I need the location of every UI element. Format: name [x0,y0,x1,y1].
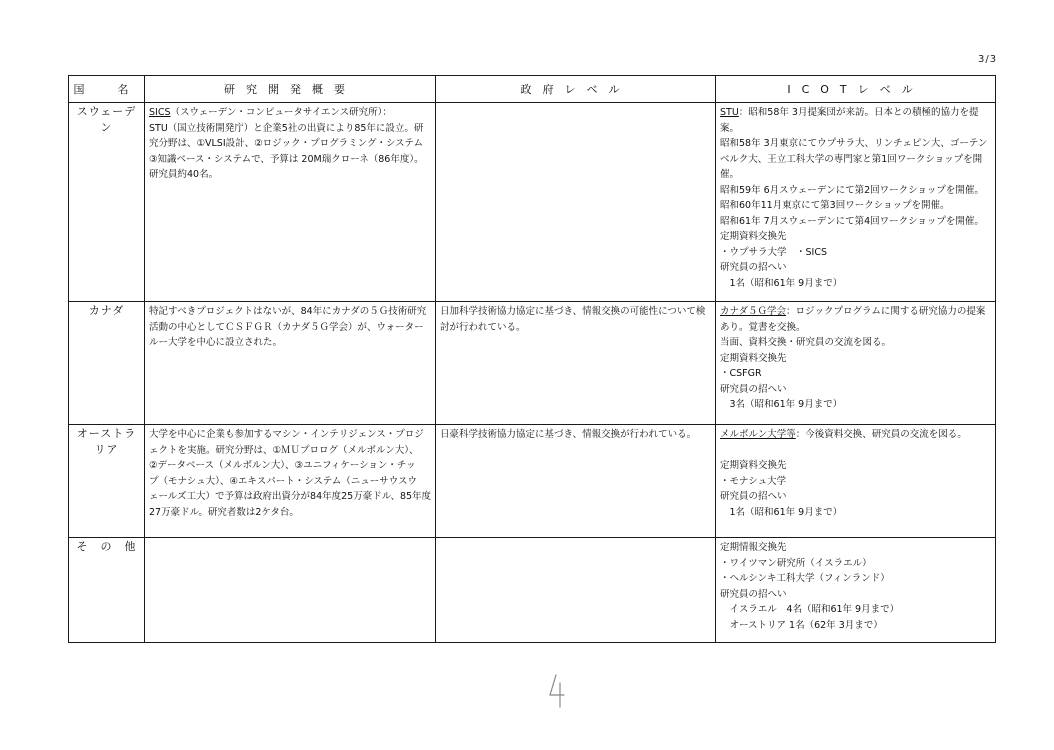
cell-line [720,443,991,459]
cell-line-text: 1名（昭和61年 9月まで） [720,506,843,518]
rd-cell [145,302,436,425]
cell-line-text: 研究員約40名。 [149,169,219,180]
page-number: 3/3 [978,54,998,65]
cell-line [720,618,991,634]
country-cell: そ の 他 [69,538,145,643]
cell-line-text: 定期資料交換先 [720,352,787,364]
cell-line [720,366,991,382]
cell-line-text: 当面、資料交換・研究員の交流を図る。 [720,337,892,348]
cell-line-text: 研究員の招へい [720,262,787,273]
country-cell: カナダ [69,302,145,425]
cell-line-text: 昭和60年11月東京にて第3回ワークショップを開催。 [720,200,950,211]
cell-line [149,474,431,490]
cell-line-text: ェクトを実施。研究分野は、①ＭＵプロログ（メルボルン大）、 [149,444,419,456]
gov-cell [436,425,716,538]
cell-line-text: ③知識ベース・システムで、予算は 20M瑞クローネ（86年度）。 [149,153,424,165]
cell-line-text: 3名（昭和61年 9月まで） [720,399,843,410]
cell-line-text: ・モナシュ大学 [720,475,787,487]
cell-line-text [720,445,723,456]
cell-line-text: 大学を中心に企業も参加するマシン・インテリジェンス・プロジ [149,429,424,440]
cell-line-text: 昭和61年 7月スウェーデンにて第4回ワークショップを開催。 [720,215,984,227]
icot-cell [716,302,996,425]
cell-line-text: 催。 [720,169,740,180]
cell-line-text: 定期資料交換先 [720,460,787,471]
cell-line [720,183,991,199]
rd-cell [145,103,436,302]
cell-line [720,587,991,603]
cell-line-text: （スウェーデン・コンピュータサイエンス研究所）： [170,107,392,118]
cell-line [720,427,991,443]
cell-line [720,260,991,276]
cell-line [720,198,991,214]
cell-line-text: ・ヘルシンキ工科大学（フィンランド） [720,573,890,584]
cell-line [720,229,991,245]
table-row-sweden [69,103,996,302]
header-country: 国 名 [69,76,145,103]
cell-line [149,427,431,443]
cell-line [720,382,991,398]
table-row-canada [69,302,996,425]
cell-line [149,105,431,121]
rd-cell [145,425,436,538]
cell-line [720,320,991,336]
cell-line [720,245,991,261]
cell-line-text: ルー大学を中心に設立された。 [149,337,283,348]
cell-line [149,121,431,137]
cell-lead-term: メルボルン大学等 [720,429,796,440]
cell-line [149,152,431,168]
gov-cell [436,103,716,302]
cell-line [720,276,991,292]
cell-line [149,167,431,183]
cell-line-text: ・ウプサラ大学 ・SICS [720,246,827,258]
table-row-australia [69,425,996,538]
cell-lead-term: STU [720,107,739,118]
cell-line [149,443,431,459]
cell-line-text: ・CSFGR [720,368,762,379]
cell-line [720,136,991,152]
gov-cell [436,538,716,643]
cell-line-text: STU（国立技術開発庁）と企業5社の出資により85年に設立。研 [149,122,424,134]
cell-line-text: プ（モナシュ大）、④エキスパート・システム（ニューサウスウ [149,475,417,487]
cell-line [720,397,991,413]
cell-line-text: ・ワイツマン研究所（イスラエル） [720,557,872,569]
cell-line [149,458,431,474]
cell-line [149,505,431,521]
cell-line-text: 活動の中心としてＣＳＦＧＲ（カナダ５Ｇ学会）が、ウォーター [149,321,424,333]
cell-line [720,121,991,137]
cell-line-text: ：ロジックプログラムに関する研究協力の提案 [786,306,986,317]
cell-line-text: 究分野は、①VLSI設計、②ロジック・プログラミング・システム [149,138,424,149]
cell-lead-term: SICS [149,107,171,118]
cell-line [149,304,431,320]
cell-line-text: 研究員の招へい [720,491,787,502]
cell-line-text: 定期資料交換先 [720,231,787,242]
cell-line-text: 研究員の招へい [720,383,787,395]
handwritten-page-mark [547,673,567,709]
cell-line [720,489,991,505]
table-header-row [69,76,996,103]
cell-line [720,351,991,367]
cell-line [720,167,991,183]
cell-line [720,458,991,474]
cell-line [720,602,991,618]
icot-cell [716,103,996,302]
cell-line-text: 特記すべきプロジェクトはないが、84年にカナダの５Ｇ技術研究 [149,306,427,317]
cell-line-text: 昭和59年 6月スウェーデンにて第2回ワークショップを開催。 [720,184,984,196]
cell-line-text: ベルク大、王立工科大学の専門家と第1回ワークショップを開 [720,153,983,165]
country-cell: オーストラリア [69,425,145,538]
cell-line-text: 27万豪ドル。研究者数は2ケタ台。 [149,506,299,518]
cell-line [149,489,431,505]
table-row-others [69,538,996,643]
gov-cell [436,302,716,425]
cell-line-text: 昭和58年 3月東京にてウプサラ大、リンチェピン大、ゴーテン [720,138,988,149]
cell-line-text: オーストリア 1名（62年 3月まで） [720,619,883,631]
cell-line-text: ェールズ工大）で予算は政府出資分が84年度25万豪ドル、85年度 [149,491,432,502]
rd-cell [145,538,436,643]
cell-line [149,320,431,336]
icot-cell [716,425,996,538]
header-rd-overview: 研究開発概要 [145,76,436,103]
country-cell: スウェーデン [69,103,145,302]
cell-line [720,571,991,587]
cell-line [720,214,991,230]
cell-line-text: イスラエル 4名（昭和61年 9月まで） [720,604,900,615]
cell-line: 討が行われている。 [440,321,526,333]
cell-line [720,105,991,121]
icot-cell [716,538,996,643]
cell-line-text: 定期情報交換先 [720,542,787,553]
cell-lead-term: カナダ５Ｇ学会 [720,306,787,317]
cell-line [720,152,991,168]
cell-line [720,505,991,521]
cell-line-text: 研究員の招へい [720,588,787,600]
header-icot-level: ICOTレベル [716,76,996,103]
cell-line [149,136,431,152]
cell-line [720,556,991,572]
cell-line-text: 1名（昭和61年 9月まで） [720,277,843,289]
cell-line-text: ②データベース（メルボルン大）、③ユニフィケーション・チッ [149,460,416,471]
cell-line-text: 案。 [720,122,740,134]
cell-line [720,540,991,556]
cell-line-text: ：昭和58年 3月提案団が来訪。日本との積極的協力を提 [738,107,979,118]
cell-line: 日加科学技術協力協定に基づき、情報交換の可能性について検 [440,306,706,317]
header-government-level: 政府レベル [436,76,716,103]
cell-line: 日豪科学技術協力協定に基づき、情報交換が行われている。 [440,429,697,440]
cell-line [720,474,991,490]
cell-line [149,335,431,351]
country-comparison-table [68,75,996,643]
cell-line-text: ：今後資料交換、研究員の交流を図る。 [795,429,967,440]
cell-line [720,335,991,351]
cell-line [720,304,991,320]
cell-line-text: あり。覚書を交換。 [720,321,806,333]
